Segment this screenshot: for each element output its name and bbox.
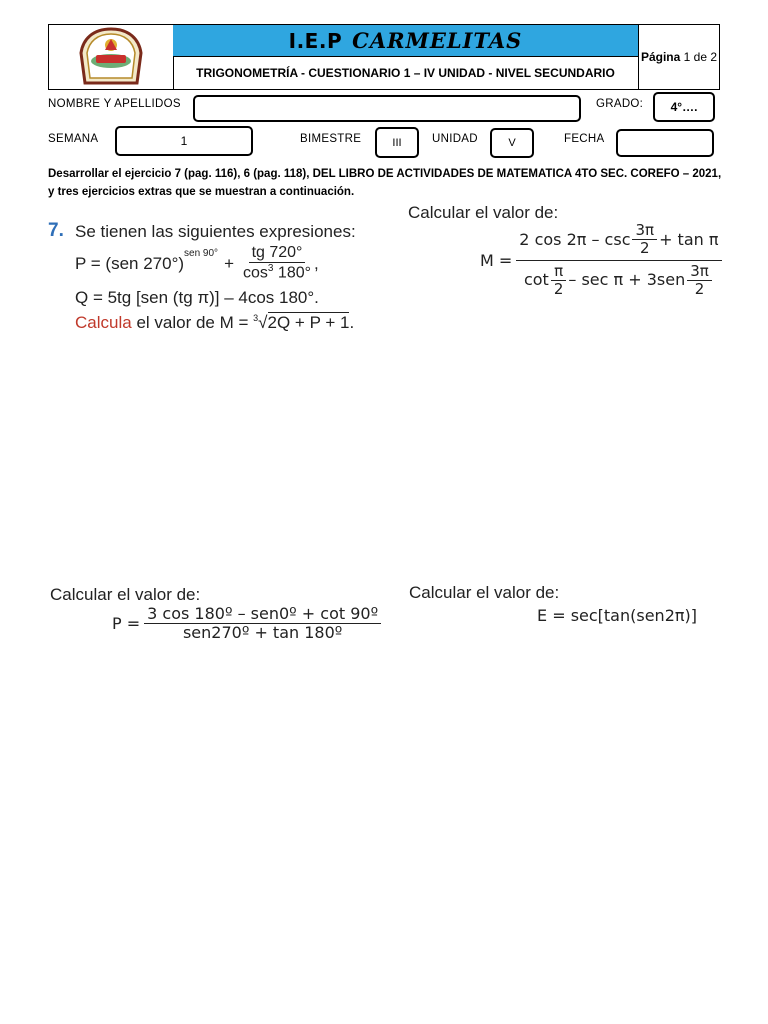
radicand: 2Q + P + 1 [267,313,350,332]
date-field[interactable] [616,129,714,157]
school-title-cell [173,25,639,57]
expression-p: P = (sen 270°) $^{sen 90^\circ}$ + $\frac{tg 720^\circ}{\cos^3 180^\circ}$ , [75,244,319,282]
grade-field[interactable]: 4°…. [653,92,715,122]
header-table [48,24,720,90]
p-denominator: sen270º + tan 180º [182,623,343,643]
unit-label: UNIDAD [432,133,478,145]
term-label: BIMESTRE [300,133,362,145]
subtitle-cell [173,57,639,89]
exercise-number: 7. [48,220,64,241]
p-fraction: $\frac{tg 720^\circ}{\cos^3 180^\circ}$ [243,244,312,282]
page-indicator [639,25,719,89]
calculate-m: Calcula el valor de M = $^3$ √ 2Q + P + 1 . [75,313,355,332]
expression-e: E = sec[tan(sen2π)] [537,606,697,625]
page-word: Página [640,50,681,64]
school-prefix: I.E.P [288,28,343,53]
school-name: CARMELITAS [352,28,523,53]
exercise-7 [48,218,368,338]
course-subtitle: TRIGONOMETRÍA - CUESTIONARIO 1 – IV UNIDAD - NIVEL SECUNDARIO [196,66,615,80]
unit-field[interactable]: V [490,128,534,158]
name-field[interactable] [193,95,581,122]
exercise-m-title: Calcular el valor de: [408,203,559,222]
exercise-p-title: Calcular el valor de: [50,585,201,604]
page-number: 1 de 2 [683,50,718,64]
expression-q: Q = 5tg [sen (tg π)] – 4cos 180°. [75,288,319,307]
week-field[interactable]: 1 [115,126,253,156]
date-label: FECHA [564,133,605,145]
grade-label: GRADO: [596,98,644,110]
expression-m: M = 2 cos 2π – csc $\frac{3\pi}{2}$ + tan π cot $\frac{\pi}{2}$ – sec π + 3sen $\frac{3\pi}{2}$ [480,222,722,298]
school-crest-icon [49,25,173,89]
instructions: Desarrollar el ejercicio 7 (pag. 116), 6 (pag. 118), DEL LIBRO DE ACTIVIDADES DE MATEMATICA 4TO SEC. COREFO – 2021, y tres ejercicios extras que se muestran a continuación. [48,168,722,198]
expression-p-value: P = $\frac{\text{3 cos 180º – sen0º + cot 90º}}{\text{sen270º + tan 180º}}$ [112,605,381,643]
name-label: NOMBRE Y APELLIDOS [48,98,181,110]
exercise-e-title: Calcular el valor de: [409,583,560,602]
week-label: SEMANA [48,133,99,145]
logo-cell [49,25,174,89]
exercise-intro: Se tienen las siguientes expresiones: [75,222,356,241]
term-field[interactable]: III [375,127,419,158]
p-numerator: 3 cos 180º – sen0º + cot 90º [144,605,381,624]
